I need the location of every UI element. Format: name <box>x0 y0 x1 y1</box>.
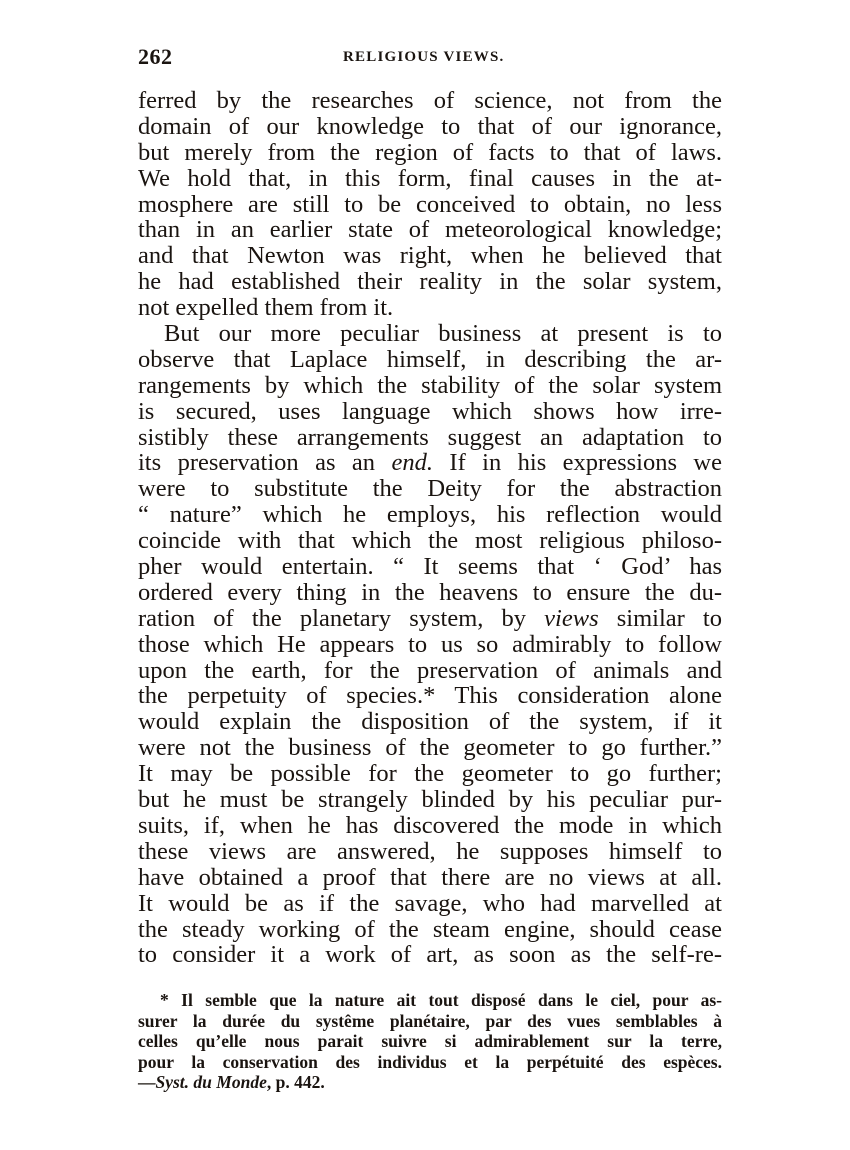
text-line: We hold that, in this form, final causes in the at- <box>138 164 722 192</box>
footnote-line: pour la conservation des individus et la perpétuité des espèces. <box>138 1051 722 1072</box>
text-line: rangements by which the stability of the solar system <box>138 371 722 399</box>
paragraph-end-line: not expelled them from it. <box>138 294 394 322</box>
text-line: ferred by the researches of science, not from the <box>138 87 722 114</box>
text-line: were to substitute the Deity for the abstraction <box>138 475 722 503</box>
text-line: those which He appears to us so admirably to follow <box>138 630 722 658</box>
paragraph-start-line: But our more peculiar business at present is to <box>164 320 722 348</box>
footnote-line: * Il semble que la nature ait tout disposé dans le ciel, pour as- <box>160 990 722 1010</box>
text-line: pher would entertain. “ It seems that ‘ God’ has <box>138 553 722 581</box>
text-line: suits, if, when he has discovered the mode in which <box>138 811 722 839</box>
footnote-citation <box>138 1072 722 1093</box>
text-line-with-emphasis <box>138 450 722 476</box>
text-line: were not the business of the geometer to go further.” <box>138 734 722 762</box>
footnote-line: surer la durée du systême planétaire, par des vues semblables à <box>138 1010 722 1031</box>
footnote-line: celles qu’elle nous parait suivre si admirablement sur la terre, <box>138 1031 722 1052</box>
text-line: It may be possible for the geometer to go further; <box>138 760 722 788</box>
citation-page: , p. 442. <box>266 1072 325 1093</box>
footnote <box>138 990 722 1093</box>
text-line: but he must be strangely blinded by his peculiar pur- <box>138 786 722 814</box>
text-line: he had established their reality in the solar system, <box>138 268 722 296</box>
text-line-with-emphasis <box>138 606 722 632</box>
text-line: have obtained a proof that there are no views at all. <box>138 863 722 891</box>
text-line: these views are answered, he supposes himself to <box>138 837 722 865</box>
italic-emphasis: views <box>544 604 599 632</box>
text-line: coincide with that which the most religious philoso- <box>138 527 722 555</box>
text-line: domain of our knowledge to that of our ignorance, <box>138 112 722 140</box>
text-line: is secured, uses language which shows how irre- <box>138 397 722 425</box>
text-line: It would be as if the savage, who had marvelled at <box>138 889 722 917</box>
text-line: sistibly these arrangements suggest an adaptation to <box>138 423 722 451</box>
italic-emphasis: end. <box>391 449 433 477</box>
text-line: upon the earth, for the preservation of animals and <box>138 656 722 684</box>
text-line: “ nature” which he employs, his reflection would <box>138 501 722 529</box>
text-segment: If in his expressions we <box>433 449 722 477</box>
citation-source: Syst. du Monde <box>155 1072 267 1093</box>
body-text <box>138 88 722 968</box>
text-line: but merely from the region of facts to that of laws. <box>138 138 722 166</box>
text-segment: similar to <box>598 604 722 632</box>
page-number: 262 <box>138 44 173 69</box>
text-line: mosphere are still to be conceived to obtain, no less <box>138 190 722 218</box>
text-line: the perpetuity of species.* This consideration alone <box>138 682 722 710</box>
text-line: observe that Laplace himself, in describing the ar- <box>138 345 722 373</box>
text-segment: its preservation as an <box>138 449 392 477</box>
text-line: to consider it a work of art, as soon as the self-re- <box>138 941 722 969</box>
text-line: would explain the disposition of the system, if it <box>138 708 722 736</box>
running-title: RELIGIOUS VIEWS. <box>343 49 505 65</box>
text-line: ordered every thing in the heavens to ensure the du- <box>138 578 722 606</box>
citation-dash: — <box>138 1072 156 1093</box>
text-segment: ration of the planetary system, by <box>138 604 545 632</box>
text-line: the steady working of the steam engine, should cease <box>138 915 722 943</box>
text-line: than in an earlier state of meteorological knowledge; <box>138 216 722 244</box>
running-head <box>138 44 722 68</box>
text-line: and that Newton was right, when he believed that <box>138 242 722 270</box>
